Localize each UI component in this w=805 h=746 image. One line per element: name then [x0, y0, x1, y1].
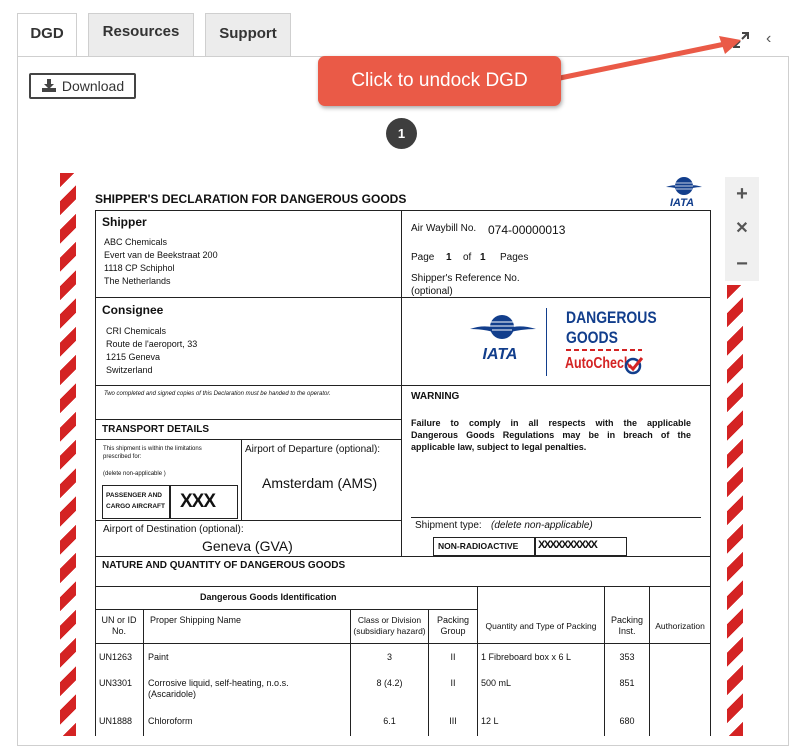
page-of: of [463, 252, 472, 263]
download-icon [41, 79, 57, 93]
cell-name: Paint [148, 652, 169, 662]
page-current: 1 [446, 252, 452, 263]
cell-pg: II [450, 678, 456, 688]
shipper-line: ABC Chemicals [104, 237, 168, 247]
table-group-header: Dangerous Goods Identification [200, 592, 337, 602]
hazard-border-right [727, 285, 743, 736]
consignee-label: Consignee [102, 303, 164, 317]
pax-label: PASSENGER AND [106, 492, 162, 499]
awb-value: 074-00000013 [488, 223, 566, 237]
cell-class: 3 [386, 652, 392, 662]
col-header: UN or ID No. [101, 615, 137, 636]
tab-resources[interactable]: Resources [88, 13, 194, 56]
shipper-ref-label: Shipper's Reference No. [411, 273, 520, 284]
undock-callout: Click to undock DGD [318, 56, 561, 106]
dg-logo-line2: GOODS [566, 328, 618, 347]
hazard-border-left [60, 173, 76, 736]
shipment-type-struck: XXXXXXXXXX [538, 539, 597, 551]
tab-dgd[interactable]: DGD [17, 13, 77, 57]
transport-title: TRANSPORT DETAILS [102, 424, 210, 435]
limits-note: prescribed for: [103, 454, 142, 460]
divider [411, 517, 701, 518]
col-header: Authorization [655, 621, 705, 631]
cao-struck: XXX [180, 491, 216, 512]
awb-label: Air Waybill No. [411, 223, 477, 234]
consignee-line: Route de l'aeroport, 33 [106, 339, 198, 349]
divider [241, 439, 242, 520]
cell-name: Corrosive liquid, self-heating, n.o.s. [148, 678, 289, 688]
cell-pi: 851 [619, 678, 635, 688]
cell-qty: 12 L [481, 716, 499, 726]
divider [95, 586, 711, 587]
divider [143, 609, 144, 736]
cell-class: 6.1 [383, 716, 396, 726]
shipment-type-value: NON-RADIOACTIVE [438, 541, 519, 551]
divider [401, 210, 402, 556]
dg-logo-line3: AutoCheck [565, 355, 631, 372]
delete-note: (delete non-applicable ) [103, 471, 166, 477]
cell-un: UN3301 [99, 678, 133, 688]
warning-line: Failure to comply in all respects with the applicable [411, 418, 691, 428]
shipper-line: Evert van de Beekstraat 200 [104, 250, 218, 260]
iata-logo [660, 175, 704, 209]
divider [546, 308, 547, 376]
cell-class: 8 (4.2) [376, 678, 403, 688]
destination-value: Geneva (GVA) [202, 538, 293, 554]
zoom-out-button[interactable]: − [736, 253, 748, 275]
doc-title: SHIPPER'S DECLARATION FOR DANGEROUS GOODS [95, 192, 407, 206]
cell-un: UN1263 [99, 652, 133, 662]
col-header: Proper Shipping Name [150, 615, 242, 625]
consignee-line: Switzerland [106, 365, 153, 375]
divider [95, 297, 711, 298]
divider [95, 643, 711, 644]
warning-line: applicable law, subject to legal penalties. [411, 442, 587, 452]
col-header: Packing Group [436, 615, 470, 636]
cell-pg: II [450, 652, 456, 662]
zoom-controls [725, 177, 759, 281]
consignee-line: CRI Chemicals [106, 326, 167, 336]
zoom-reset-button[interactable]: ✕ [735, 220, 749, 237]
cell-pg: III [449, 716, 457, 726]
divider [477, 586, 478, 736]
col-header: Packing Inst. [610, 615, 644, 636]
col-header: Class or Division (subsidiary hazard) [353, 615, 426, 636]
iata-dg-logo [464, 313, 544, 371]
destination-label: Airport of Destination (optional): [103, 524, 244, 535]
consignee-line: 1215 Geneva [106, 352, 161, 362]
col-header: Quantity and Type of Packing [485, 621, 597, 631]
divider [649, 586, 650, 736]
step-badge: 1 [386, 118, 417, 149]
dgd-document [94, 175, 711, 736]
download-button[interactable] [29, 73, 136, 99]
nature-title: NATURE AND QUANTITY OF DANGEROUS GOODS [102, 560, 346, 571]
shipper-line: 1118 CP Schiphol [104, 263, 175, 273]
pax-box [102, 485, 170, 519]
cell-name-cont: (Ascaridole) [148, 689, 197, 699]
divider [95, 609, 477, 610]
cell-qty: 1 Fibreboard box x 6 L [481, 652, 572, 662]
page-prefix: Page [411, 252, 435, 263]
download-label: Download [61, 78, 125, 94]
departure-label: Airport of Departure (optional): [245, 444, 381, 455]
zoom-in-button[interactable]: + [736, 183, 748, 205]
divider [95, 439, 401, 440]
shipment-type-note: (delete non-applicable) [491, 520, 593, 531]
limits-note: This shipment is within the limitations [103, 446, 202, 452]
callout-arrow [555, 30, 745, 90]
checkmark-icon [624, 355, 644, 375]
divider [95, 419, 401, 420]
divider [95, 520, 401, 521]
warning-title: WARNING [411, 391, 460, 402]
shipment-type-label: Shipment type: [415, 520, 482, 531]
shipper-label: Shipper [102, 215, 147, 229]
cell-name: Chloroform [148, 716, 193, 726]
page-total: 1 [480, 252, 486, 263]
divider [95, 385, 711, 386]
cell-qty: 500 mL [481, 678, 512, 688]
shipper-ref-sub: (optional) [411, 286, 453, 297]
shipper-line: The Netherlands [104, 276, 171, 286]
dg-logo-line1: DANGEROUS [566, 308, 657, 327]
page-suffix: Pages [500, 252, 529, 263]
collapse-icon[interactable]: ‹ [766, 30, 772, 47]
departure-value: Amsterdam (AMS) [262, 475, 378, 491]
cell-un: UN1888 [99, 716, 133, 726]
warning-line: Dangerous Goods Regulations may be in breach of the [411, 430, 691, 440]
iata-logo-text: IATA [669, 197, 695, 209]
cell-pi: 680 [619, 716, 635, 726]
cell-pi: 353 [619, 652, 635, 662]
divider [95, 556, 711, 557]
pax-label: CARGO AIRCRAFT [106, 503, 165, 510]
copies-note: Two completed and signed copies of this Declaration must be handed to the operator. [104, 391, 331, 397]
tab-support[interactable]: Support [205, 13, 291, 56]
iata-dg-logo-text: IATA [482, 346, 518, 363]
divider [566, 349, 642, 351]
